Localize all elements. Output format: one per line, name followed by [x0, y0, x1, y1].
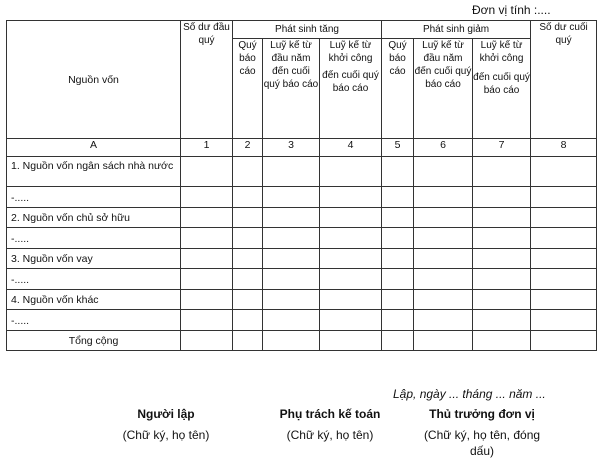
cell	[263, 269, 320, 290]
cell	[414, 290, 473, 310]
row-label: -.....	[7, 269, 181, 290]
cell	[181, 208, 233, 228]
cell	[181, 310, 233, 331]
cell	[181, 157, 233, 187]
cell	[181, 228, 233, 249]
cell	[320, 208, 382, 228]
cell	[382, 310, 414, 331]
column-number: 6	[414, 139, 473, 157]
cell	[263, 157, 320, 187]
cell	[263, 208, 320, 228]
cell	[382, 157, 414, 187]
cell	[233, 249, 263, 269]
signature-hint: (Chữ ký, họ tên)	[122, 428, 210, 442]
cell	[233, 157, 263, 187]
cell	[531, 249, 597, 269]
cell	[382, 187, 414, 208]
cell	[233, 290, 263, 310]
cell	[414, 187, 473, 208]
cell	[382, 331, 414, 351]
column-number: 5	[382, 139, 414, 157]
row-label: -.....	[7, 228, 181, 249]
cell	[263, 249, 320, 269]
header-increase-since-start	[320, 39, 382, 139]
signature-role: Phụ trách kế toán	[279, 407, 381, 421]
cell	[263, 310, 320, 331]
cell	[473, 269, 531, 290]
cell	[263, 331, 320, 351]
column-number: 2	[233, 139, 263, 157]
row-label: 1. Nguồn vốn ngân sách nhà nước	[7, 157, 181, 187]
cell	[263, 187, 320, 208]
cell	[473, 157, 531, 187]
total-label: Tổng cộng	[7, 331, 181, 351]
signature-chief-accountant	[260, 407, 400, 443]
row-label: -.....	[7, 187, 181, 208]
cell	[531, 187, 597, 208]
cell	[414, 331, 473, 351]
cell	[531, 157, 597, 187]
cell	[233, 269, 263, 290]
header-decrease-since-start	[473, 39, 531, 139]
row-label: -.....	[7, 310, 181, 331]
row-label: 3. Nguồn vốn vay	[7, 249, 181, 269]
table-row	[7, 157, 597, 187]
signature-role: Người lập	[137, 407, 195, 421]
header-decrease: Phát sinh giảm	[382, 21, 531, 39]
cell	[320, 269, 382, 290]
cell	[181, 269, 233, 290]
table-row	[7, 187, 597, 208]
column-number: A	[7, 139, 181, 157]
cell	[233, 228, 263, 249]
cell	[181, 187, 233, 208]
unit-label: Đơn vị tính :....	[472, 3, 551, 17]
cell	[531, 228, 597, 249]
header-closing-balance: Số dư cuối quý	[531, 21, 597, 139]
cell	[382, 228, 414, 249]
cell	[531, 290, 597, 310]
table-row	[7, 290, 597, 310]
header-increase-since-start-line1: Luỹ kế từ khởi công	[328, 40, 373, 64]
header-source: Nguồn vốn	[7, 21, 181, 139]
column-number: 8	[531, 139, 597, 157]
cell	[320, 228, 382, 249]
cell	[382, 290, 414, 310]
cell	[473, 228, 531, 249]
cell	[473, 208, 531, 228]
cell	[473, 249, 531, 269]
cell	[414, 269, 473, 290]
cell	[414, 228, 473, 249]
column-number: 3	[263, 139, 320, 157]
cell	[473, 290, 531, 310]
cell	[473, 187, 531, 208]
cell	[263, 228, 320, 249]
cell	[320, 249, 382, 269]
column-number: 1	[181, 139, 233, 157]
column-number: 4	[320, 139, 382, 157]
header-decrease-since-start-line2: đến cuối quý báo cáo	[473, 72, 530, 96]
cell	[382, 269, 414, 290]
cell	[414, 310, 473, 331]
cell	[320, 157, 382, 187]
signature-hint: (Chữ ký, họ tên)	[286, 428, 374, 442]
cell	[414, 249, 473, 269]
signature-head-of-unit	[412, 407, 552, 459]
total-row	[7, 331, 597, 351]
table-row	[7, 208, 597, 228]
cell	[181, 331, 233, 351]
column-number: 7	[473, 139, 531, 157]
header-opening-balance: Số dư đầu quý	[181, 21, 233, 139]
date-line: Lập, ngày ... tháng ... năm ...	[393, 387, 546, 401]
header-increase-ytd: Luỹ kế từ đầu năm đến cuối quý báo cáo	[263, 39, 320, 139]
header-increase-quarter: Quý báo cáo	[233, 39, 263, 139]
table-row	[7, 269, 597, 290]
cell	[181, 290, 233, 310]
cell	[320, 187, 382, 208]
table-row	[7, 310, 597, 331]
header-increase: Phát sinh tăng	[233, 21, 382, 39]
cell	[233, 208, 263, 228]
header-decrease-quarter: Quý báo cáo	[382, 39, 414, 139]
cell	[233, 331, 263, 351]
cell	[414, 208, 473, 228]
signature-role: Thủ trưởng đơn vị	[429, 407, 535, 421]
cell	[263, 290, 320, 310]
cell	[531, 269, 597, 290]
signature-preparer	[106, 407, 226, 443]
table-row	[7, 228, 597, 249]
cell	[414, 157, 473, 187]
cell	[233, 187, 263, 208]
cell	[320, 310, 382, 331]
row-label: 2. Nguồn vốn chủ sở hữu	[7, 208, 181, 228]
capital-sources-table	[6, 20, 597, 351]
cell	[382, 208, 414, 228]
cell	[473, 310, 531, 331]
signature-hint: (Chữ ký, họ tên, đóng dấu)	[423, 428, 541, 458]
cell	[181, 249, 233, 269]
cell	[473, 331, 531, 351]
table-row	[7, 249, 597, 269]
header-increase-since-start-line2: đến cuối quý báo cáo	[322, 70, 379, 94]
cell	[320, 290, 382, 310]
cell	[320, 331, 382, 351]
cell	[531, 310, 597, 331]
cell	[531, 208, 597, 228]
header-decrease-ytd: Luỹ kế từ đầu năm đến cuối quý báo cáo	[414, 39, 473, 139]
column-number-row	[7, 139, 597, 157]
cell	[233, 310, 263, 331]
row-label: 4. Nguồn vốn khác	[7, 290, 181, 310]
header-decrease-since-start-line1: Luỹ kế từ khởi công	[479, 40, 524, 64]
cell	[382, 249, 414, 269]
cell	[531, 331, 597, 351]
